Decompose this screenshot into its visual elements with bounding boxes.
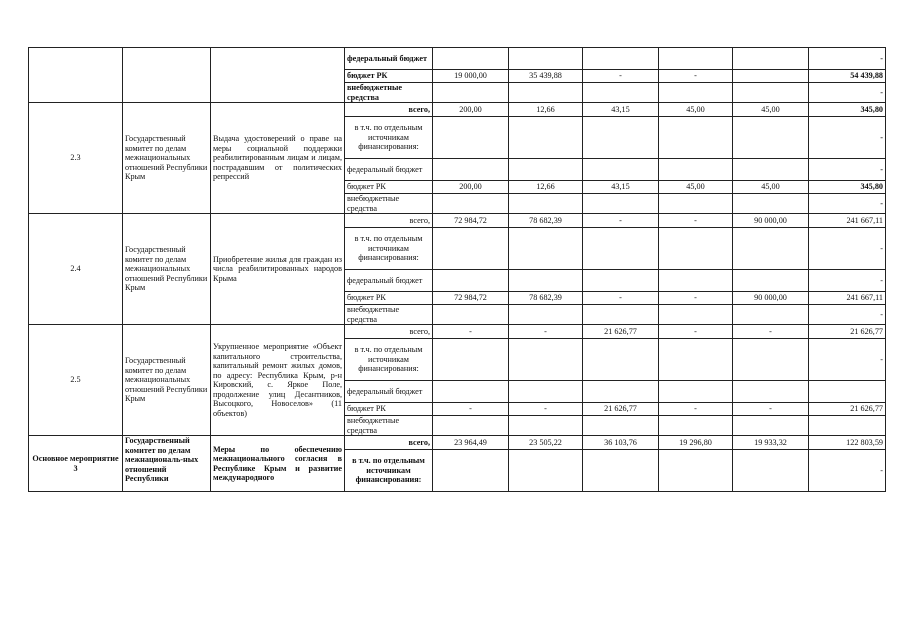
table-row: 2.5 Государственный комитет по делам межнациональных отношений Республики Крым Укрупненное мероприятие «Объект капитального строительства, капитальный ремонт жилых домов, по адресу: Республика Крым, р-н Кировский, с. Яркое Поле, продолжение улиц Десантников, Высоцкого, Новоселов» (11 объектов) всего, - - 21 626,77 - - 21 626,77 xyxy=(29,325,886,339)
total-cell: 54 439,88 xyxy=(809,70,886,83)
source-label: всего, xyxy=(345,436,433,450)
total-cell: 21 626,77 xyxy=(809,403,886,416)
description-cell: Укрупненное мероприятие «Объект капитального строительства, капитальный ремонт жилых домов, по адресу: Республика Крым, р-н Кировский, с. Яркое Поле, продолжение улиц Десантников, Высоцкого, Новоселов» (11 объектов) xyxy=(211,325,345,436)
source-label: федеральный бюджет xyxy=(345,381,433,403)
table-row: 2.4 Государственный комитет по делам межнациональных отношений Республики Крым Приобретение жилья для граждан из числа реабилитированных народов Крыма всего, 72 984,72 78 682,39 - - 90 000,00 241 667,11 xyxy=(29,214,886,228)
total-cell: 21 626,77 xyxy=(809,325,886,339)
total-cell: - xyxy=(809,194,886,214)
table-row: 2.3 Государственный комитет по делам межнациональных отношений Республики Крым Выдача удостоверений о праве на меры социальной поддержки реабилитированным лицам и лицам, пострадавшим от политических репрессий всего, 200,00 12,66 43,15 45,00 45,00 345,80 xyxy=(29,103,886,117)
item-number: 2.3 xyxy=(29,103,123,214)
source-label: в т.ч. по отдельным источникам финансирования: xyxy=(345,450,433,492)
total-cell: 122 803,59 xyxy=(809,436,886,450)
description-cell: Выдача удостоверений о праве на меры социальной поддержки реабилитированным лицам и лицам, пострадавшим от политических репрессий xyxy=(211,103,345,214)
total-cell: - xyxy=(809,83,886,103)
item-number: 2.4 xyxy=(29,214,123,325)
total-cell: 345,80 xyxy=(809,103,886,117)
source-label: в т.ч. по отдельным источникам финансирования: xyxy=(345,117,433,159)
source-label: федеральный бюджет xyxy=(345,270,433,292)
executor-cell: Государственный комитет по делам межнациональных отношений Республики Крым xyxy=(123,103,211,214)
total-cell xyxy=(809,381,886,403)
source-label: бюджет РК xyxy=(345,181,433,194)
description-cell: Меры по обеспечению межнационального согласия в Республике Крым и развитие международного xyxy=(211,436,345,492)
item-number: Основное мероприятие 3 xyxy=(29,436,123,492)
source-label: бюджет РК xyxy=(345,292,433,305)
source-label: в т.ч. по отдельным источникам финансирования: xyxy=(345,339,433,381)
table-row: бюджет РК 19 000,00 35 439,88 - - 54 439,88 xyxy=(29,70,886,83)
source-label: федеральный бюджет xyxy=(345,48,433,70)
table-row: бюджет РК - - 21 626,77 - - 21 626,77 xyxy=(29,403,886,416)
source-label: внебюджетные средства xyxy=(345,416,433,436)
total-cell: - xyxy=(809,159,886,181)
total-cell xyxy=(809,416,886,436)
source-label: всего, xyxy=(345,214,433,228)
table-row: бюджет РК 200,00 12,66 43,15 45,00 45,00 345,80 xyxy=(29,181,886,194)
total-cell: - xyxy=(809,305,886,325)
total-cell: - xyxy=(809,48,886,70)
table-row xyxy=(29,48,886,70)
source-label: всего, xyxy=(345,325,433,339)
item-number: 2.5 xyxy=(29,325,123,436)
total-cell: 241 667,11 xyxy=(809,214,886,228)
total-cell: - xyxy=(809,339,886,381)
total-cell: 345,80 xyxy=(809,181,886,194)
source-label: внебюджетные средства xyxy=(345,83,433,103)
table-row: бюджет РК 72 984,72 78 682,39 - - 90 000,00 241 667,11 xyxy=(29,292,886,305)
source-label: бюджет РК xyxy=(345,403,433,416)
executor-cell: Государственный комитет по делам межнациональных отношений Республики Крым xyxy=(123,214,211,325)
source-label: в т.ч. по отдельным источникам финансирования: xyxy=(345,228,433,270)
source-label: внебюджетные средства xyxy=(345,305,433,325)
executor-cell: Государственный комитет по делам межнациональ-ных отношений Республики xyxy=(123,436,211,492)
total-cell: - xyxy=(809,450,886,492)
source-label: внебюджетные средства xyxy=(345,194,433,214)
total-cell: - xyxy=(809,270,886,292)
total-cell: - xyxy=(809,228,886,270)
source-label: всего, xyxy=(345,103,433,117)
source-label: бюджет РК xyxy=(345,70,433,83)
total-cell: - xyxy=(809,117,886,159)
table-row: Основное мероприятие 3 Государственный комитет по делам межнациональ-ных отношений Республики Меры по обеспечению межнационального согласия в Республике Крым и развитие международного всего, 23 964,49 23 505,22 36 103,76 19 296,80 19 933,32 122 803,59 xyxy=(29,436,886,450)
source-label: федеральный бюджет xyxy=(345,159,433,181)
budget-table xyxy=(28,47,886,492)
total-cell: 241 667,11 xyxy=(809,292,886,305)
description-cell: Приобретение жилья для граждан из числа реабилитированных народов Крыма xyxy=(211,214,345,325)
executor-cell: Государственный комитет по делам межнациональных отношений Республики Крым xyxy=(123,325,211,436)
